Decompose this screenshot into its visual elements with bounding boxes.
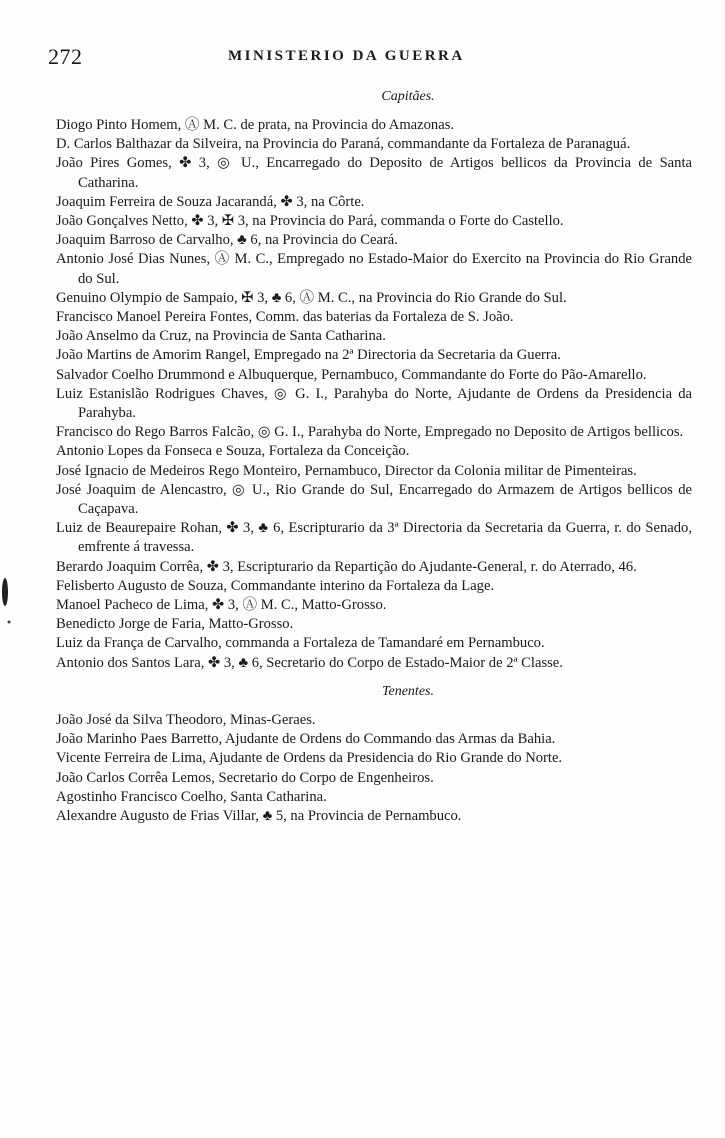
list-item: Antonio dos Santos Lara, ✤ 3, ♣ 6, Secretario do Corpo de Estado-Maior de 2ª Classe. [56, 654, 563, 671]
running-title: MINISTERIO DA GUERRA [228, 48, 465, 64]
page-header [48, 44, 688, 70]
list-item: Luiz Estanislão Rodrigues Chaves, ◎ G. I., Parahyba do Norte, Ajudante de Ordens da Presidencia da Parahyba. [56, 385, 692, 422]
list-item: Francisco do Rego Barros Falcão, ◎ G. I., Parahyba do Norte, Empregado no Deposito de Artigos bellicos. [56, 424, 684, 441]
list-item: João Anselmo da Cruz, na Provincia de Santa Catharina. [56, 328, 386, 345]
list-item: Luiz de Beaurepaire Rohan, ✤ 3, ♣ 6, Escripturario da 3ª Directoria da Secretaria da Guerra, r. do Senado, emfrente á travessa. [56, 520, 692, 556]
list-item: Luiz da França de Carvalho, commanda a Fortaleza de Tamandaré em Pernambuco. [56, 635, 545, 652]
list-item: João Carlos Corrêa Lemos, Secretario do Corpo de Engenheiros. [56, 769, 434, 786]
list-item: João Gonçalves Netto, ✤ 3, ✠ 3, na Provincia do Pará, commanda o Forte do Castello. [56, 213, 564, 230]
section-gap [56, 673, 692, 681]
section-title: Tenentes. [382, 683, 434, 699]
list-item: Agostinho Francisco Coelho, Santa Catharina. [56, 788, 327, 805]
list-item: Antonio José Dias Nunes, Ⓐ M. C., Empregado no Estado-Maior do Exercito na Provincia do Rio Grande do Sul. [56, 251, 692, 287]
list-item: Vicente Ferreira de Lima, Ajudante de Ordens da Presidencia do Rio Grande do Norte. [56, 750, 563, 767]
list-item: Genuino Olympio de Sampaio, ✠ 3, ♣ 6, Ⓐ M. C., na Provincia do Rio Grande do Sul. [56, 289, 567, 306]
list-item: Joaquim Ferreira de Souza Jacarandá, ✤ 3, na Côrte. [56, 193, 365, 210]
list-item: Antonio Lopes da Fonseca e Souza, Fortaleza da Conceição. [56, 443, 410, 460]
section-title: Capitães. [381, 89, 435, 104]
list-item: Francisco Manoel Pereira Fontes, Comm. das baterias da Fortaleza de S. João. [56, 309, 514, 326]
list-item: José Ignacio de Medeiros Rego Monteiro, Pernambuco, Director da Colonia militar de Pimenteiras. [56, 462, 637, 479]
list-item: João Martins de Amorim Rangel, Empregado na 2ª Directoria da Secretaria da Guerra. [56, 347, 561, 364]
list-item: Felisberto Augusto de Souza, Commandante interino da Fortaleza da Lage. [56, 577, 495, 594]
page-body [56, 86, 692, 826]
list-item: João Pires Gomes, ✤ 3, ◎ U., Encarregado do Deposito de Artigos bellicos da Provincia de Santa Catharina. [56, 155, 692, 191]
list-item: Salvador Coelho Drummond e Albuquerque, Pernambuco, Commandante do Forte do Pão-Amarello. [56, 366, 647, 383]
list-item: Berardo Joaquim Corrêa, ✤ 3, Escripturario da Repartição do Ajudante-General, r. do Aterrado, 46. [56, 558, 637, 575]
list-item: Benedicto Jorge de Faria, Matto-Grosso. [56, 616, 294, 633]
list-item: Manoel Pacheco de Lima, ✤ 3, Ⓐ M. C., Matto-Grosso. [56, 597, 387, 614]
list-item: D. Carlos Balthazar da Silveira, na Provincia do Paraná, commandante da Fortaleza de Paranaguá. [56, 136, 631, 153]
list-item: José Joaquim de Alencastro, ◎ U., Rio Grande do Sul, Encarregado do Armazem de Artigos bellicos de Caçapava. [56, 481, 692, 518]
list-item: João Marinho Paes Barretto, Ajudante de Ordens do Commando das Armas da Bahia. [56, 731, 556, 748]
margin-ink-specks [0, 570, 14, 630]
list-item: Diogo Pinto Homem, Ⓐ M. C. de prata, na Provincia do Amazonas. [56, 117, 455, 133]
list-item: João José da Silva Theodoro, Minas-Geraes. [56, 711, 316, 728]
page-number: 272 [48, 44, 83, 69]
list-item: Alexandre Augusto de Frias Villar, ♣ 5, na Provincia de Pernambuco. [56, 807, 462, 824]
list-item: Joaquim Barroso de Carvalho, ♣ 6, na Provincia do Ceará. [56, 232, 398, 249]
